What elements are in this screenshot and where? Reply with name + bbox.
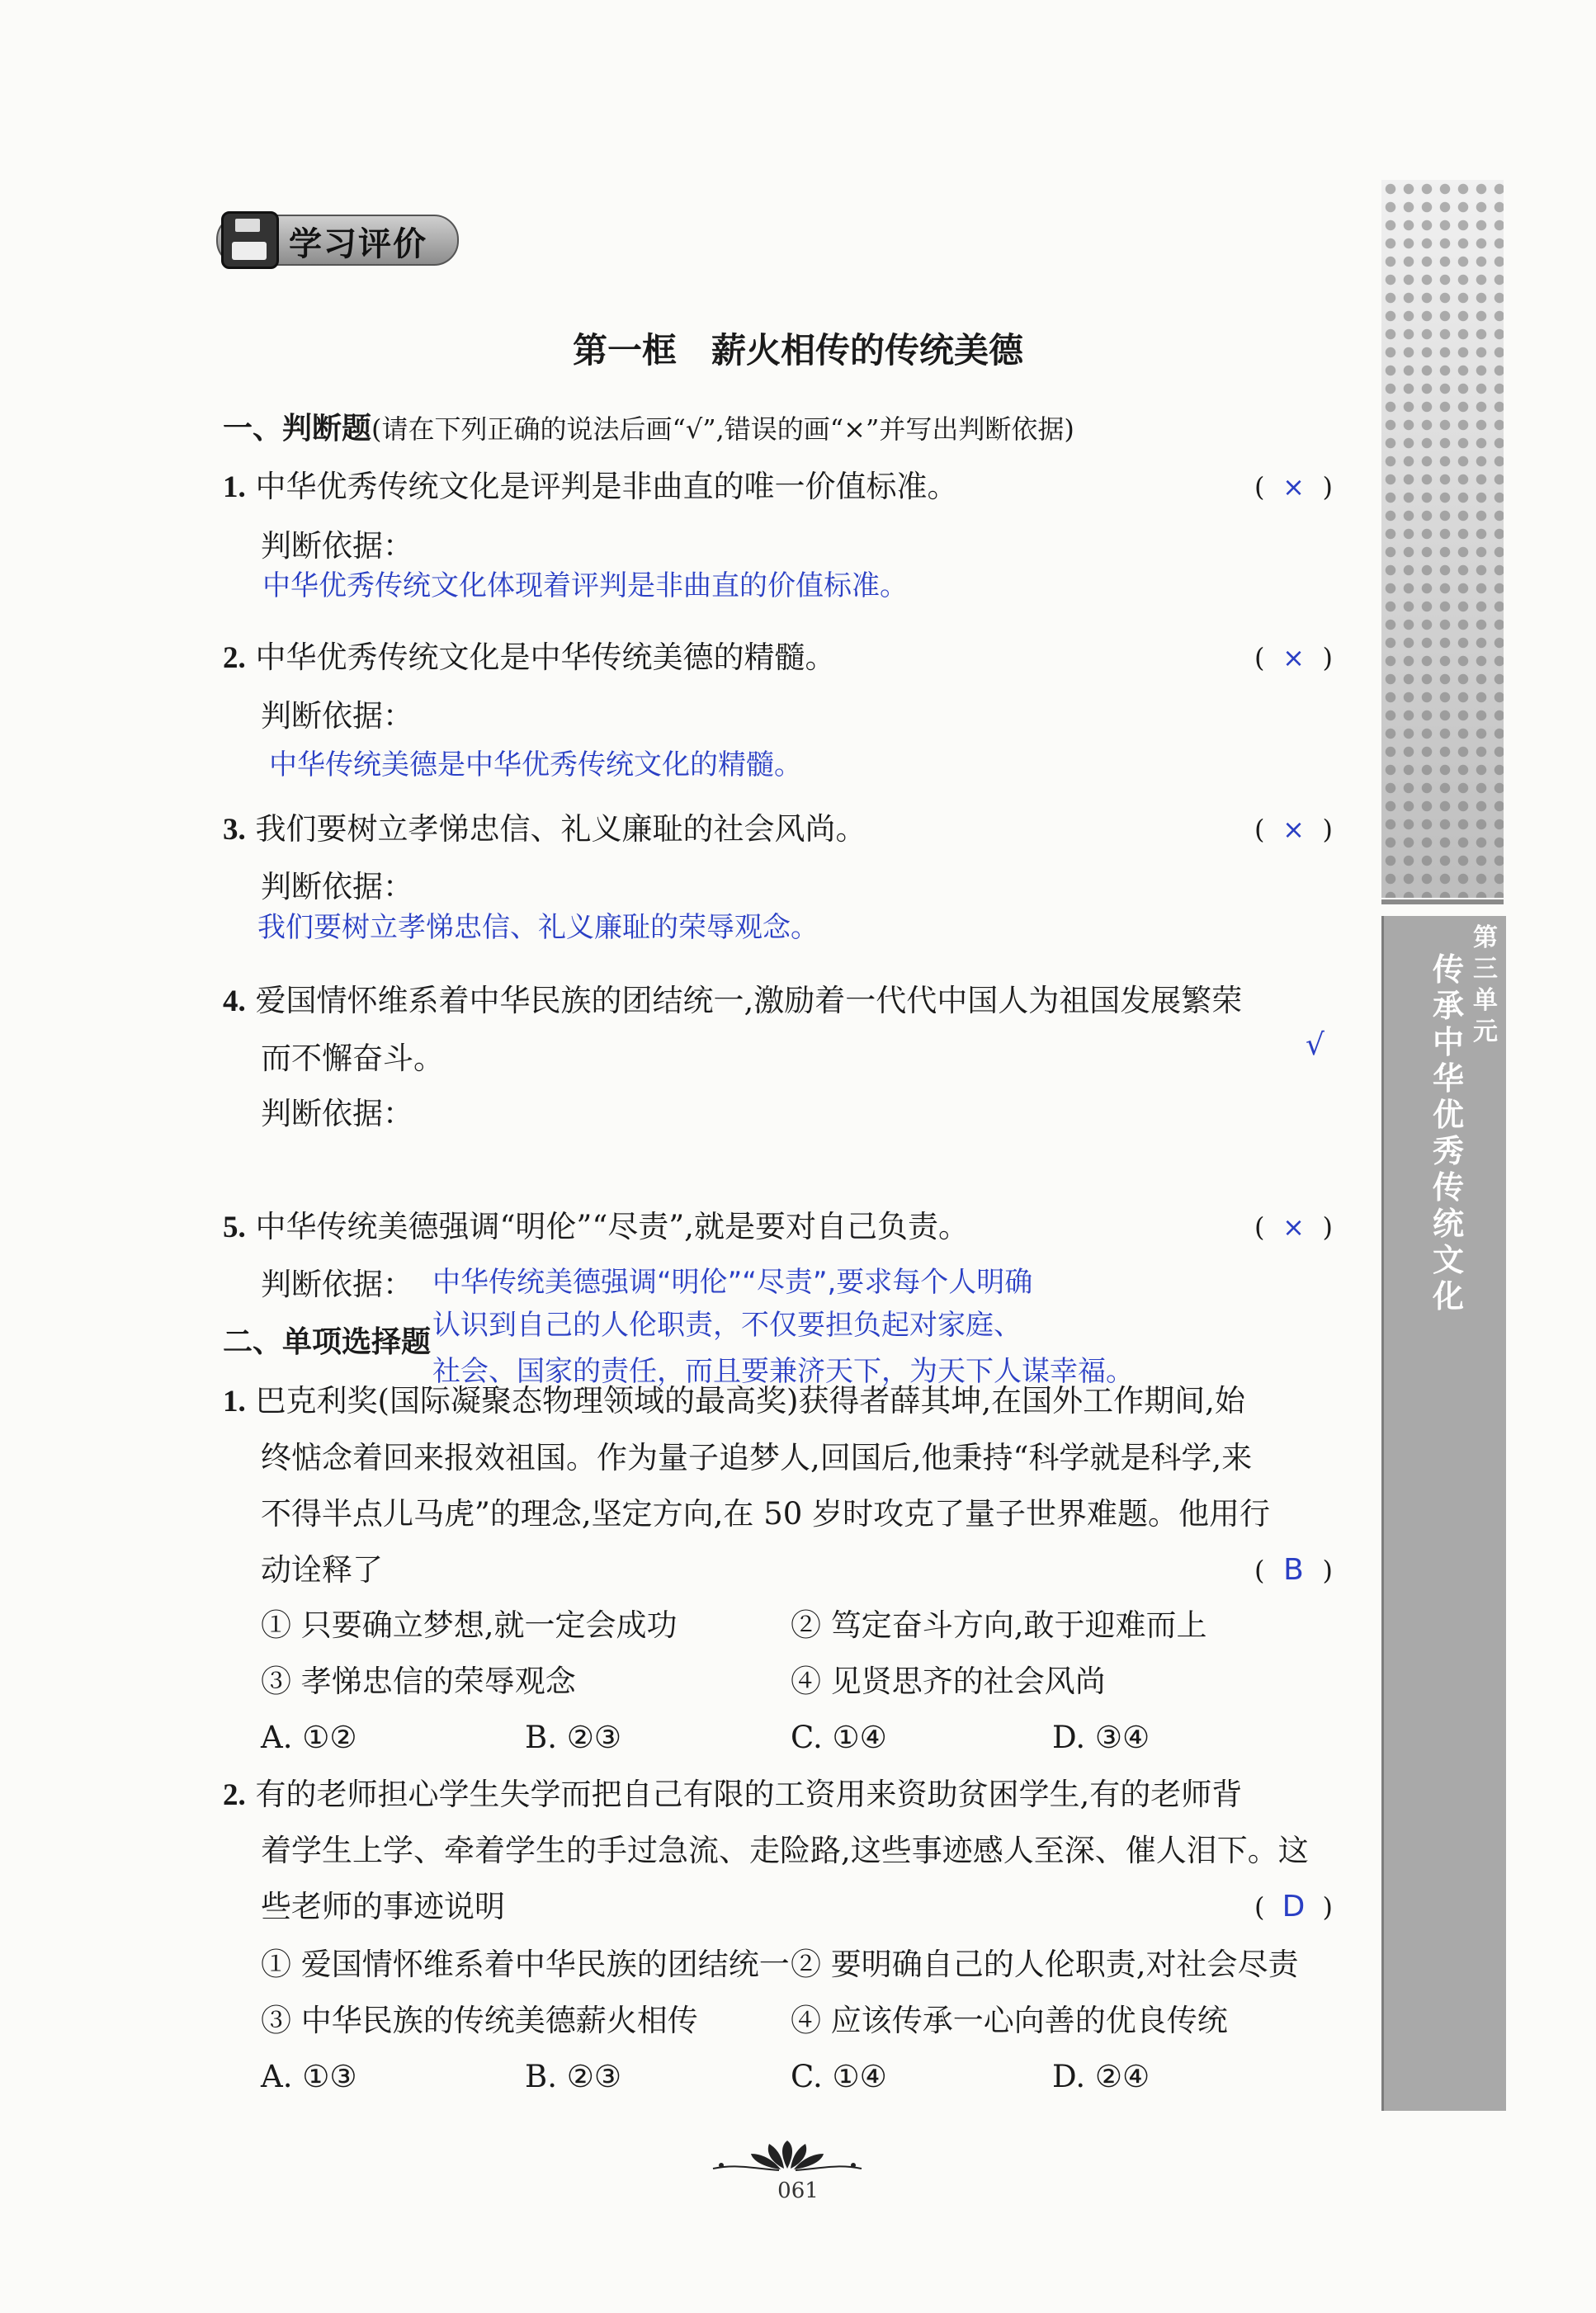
answer-letter: D [1282,1890,1306,1924]
item-number: 4. [223,984,246,1018]
choice-c: C. ①④ [791,2059,887,2094]
handwritten-basis-line3: 社会、国家的责任，而且要兼济天下，为天下人谋幸福。 [432,1355,1134,1388]
statement-1: ① 爱国情怀维系着中华民族的团结统一 [261,1947,790,1982]
statement-2: ② 要明确自己的人伦职责,对社会尽责 [791,1947,1299,1982]
part1-heading-text: 一、判断题 [223,412,372,446]
statement-3: ③ 孝悌忠信的荣辱观念 [261,1664,576,1699]
handwritten-basis-line2: 认识到自己的人伦职责，不仅要担负起对家庭、 [432,1309,1022,1342]
mc-q2-line3: 些老师的事迹说明 [261,1889,505,1924]
item-text: 中华优秀传统文化是评判是非曲直的唯一价值标准。 [255,469,958,504]
question-text: 巴克利奖(国际凝聚态物理领域的最高奖)获得者薛其坤,在国外工作期间,始 [255,1383,1245,1418]
statement-2: ② 笃定奋斗方向,敢于迎难而上 [791,1607,1207,1643]
statement-4: ④ 见贤思齐的社会风尚 [791,1664,1106,1699]
footer-ornament-icon [705,2139,870,2172]
answer-bracket: ( B ) [1254,1550,1333,1591]
basis-label: 判断依据： [261,869,413,904]
answer-mark: × [1282,642,1305,673]
choice-a: A. ①③ [261,2059,357,2094]
handwritten-basis-line1: 中华传统美德强调“明伦”“尽责”,要求每个人明确 [432,1266,1033,1299]
tf-item-4 [223,980,1242,1022]
item-number: 5. [223,1211,246,1244]
part2-heading: 二、单项选择题 [223,1325,432,1359]
choice-a: A. ①② [261,1720,357,1755]
part1-heading [223,408,1074,450]
handwritten-basis: 中华传统美德是中华优秀传统文化的精髓。 [269,748,802,781]
item-number: 1. [223,470,246,504]
tf-item-5 [223,1206,969,1249]
basis-label: 判断依据： [261,528,413,564]
mc-q2-line1 [223,1774,1242,1816]
mc-q1-line2: 终惦念着回来报效祖国。作为量子追梦人,回国后,他秉持“科学就是科学,来 [261,1440,1253,1475]
band-divider [1381,899,1504,904]
basis-label: 判断依据： [261,698,413,734]
question-text: 有的老师担心学生失学而把自己有限的工资用来资助贫困学生,有的老师背 [255,1777,1243,1812]
unit-theme: 传承中华优秀传统文化 [1432,951,1464,1315]
unit-side-band [1381,180,1504,2111]
question-number: 2. [223,1778,246,1812]
section-badge [216,210,464,269]
answer-bracket: ( D ) [1254,1886,1333,1928]
floppy-disk-icon [221,211,279,269]
answer-bracket: ( × ) [1254,1206,1333,1248]
answer-bracket: ( × ) [1254,637,1333,678]
choice-c: C. ①④ [791,1720,887,1755]
statement-4: ④ 应该传承一心向善的优良传统 [791,2003,1228,2038]
dot-pattern [1381,180,1504,898]
page-number: 061 [777,2178,819,2203]
part1-note: (请在下列正确的说法后画“√”,错误的画“×”并写出判断依据) [371,413,1074,445]
choice-b: B. ②③ [525,2059,622,2094]
answer-bracket: ( × ) [1254,809,1333,850]
basis-label: 判断依据： [261,1096,413,1131]
mc-q2-line2: 着学生上学、牵着学生的手过急流、走险路,这些事迹感人至深、催人泪下。这 [261,1833,1309,1868]
basis-label: 判断依据： [261,1267,413,1302]
question-number: 1. [223,1385,246,1418]
choice-b: B. ②③ [525,1720,622,1755]
answer-mark: √ [1306,1028,1324,1062]
answer-bracket: ( × ) [1254,466,1333,507]
item-number: 3. [223,813,246,847]
statement-1: ① 只要确立梦想,就一定会成功 [261,1607,678,1643]
item-number: 2. [223,641,246,675]
item-text-line2: 而不懈奋斗。 [261,1041,444,1076]
item-text-line1: 爱国情怀维系着中华民族的团结统一,激励着一代代中国人为祖国发展繁荣 [255,983,1243,1018]
mc-q1-line3: 不得半点儿马虎”的理念,坚定方向,在 50 岁时攻克了量子世界难题。他用行 [261,1496,1271,1532]
tf-item-1 [223,466,958,508]
mc-q1-line1 [223,1381,1245,1423]
statement-3: ③ 中华民族的传统美德薪火相传 [261,2003,698,2038]
handwritten-basis: 我们要树立孝悌忠信、礼义廉耻的荣辱观念。 [257,911,819,944]
tf-item-3 [223,809,866,851]
unit-label: 第三单元 [1473,923,1498,1046]
answer-letter: B [1283,1553,1304,1587]
handwritten-basis: 中华优秀传统文化体现着评判是非曲直的价值标准。 [262,569,908,602]
tf-item-2 [223,637,836,679]
choice-d: D. ②④ [1052,2059,1150,2094]
page-title: 第一框 薪火相传的传统美德 [572,330,1023,371]
item-text: 中华传统美德强调“明伦”“尽责”,就是要对自己负责。 [255,1209,969,1244]
answer-mark: × [1282,1211,1305,1243]
answer-mark: × [1282,471,1305,503]
item-text: 中华优秀传统文化是中华传统美德的精髓。 [255,640,836,675]
badge-label: 学习评价 [289,225,427,263]
item-text: 我们要树立孝悌忠信、礼义廉耻的社会风尚。 [255,811,866,847]
mc-q1-line4: 动诠释了 [261,1552,383,1588]
choice-d: D. ③④ [1052,1720,1150,1755]
answer-mark: × [1282,814,1305,845]
